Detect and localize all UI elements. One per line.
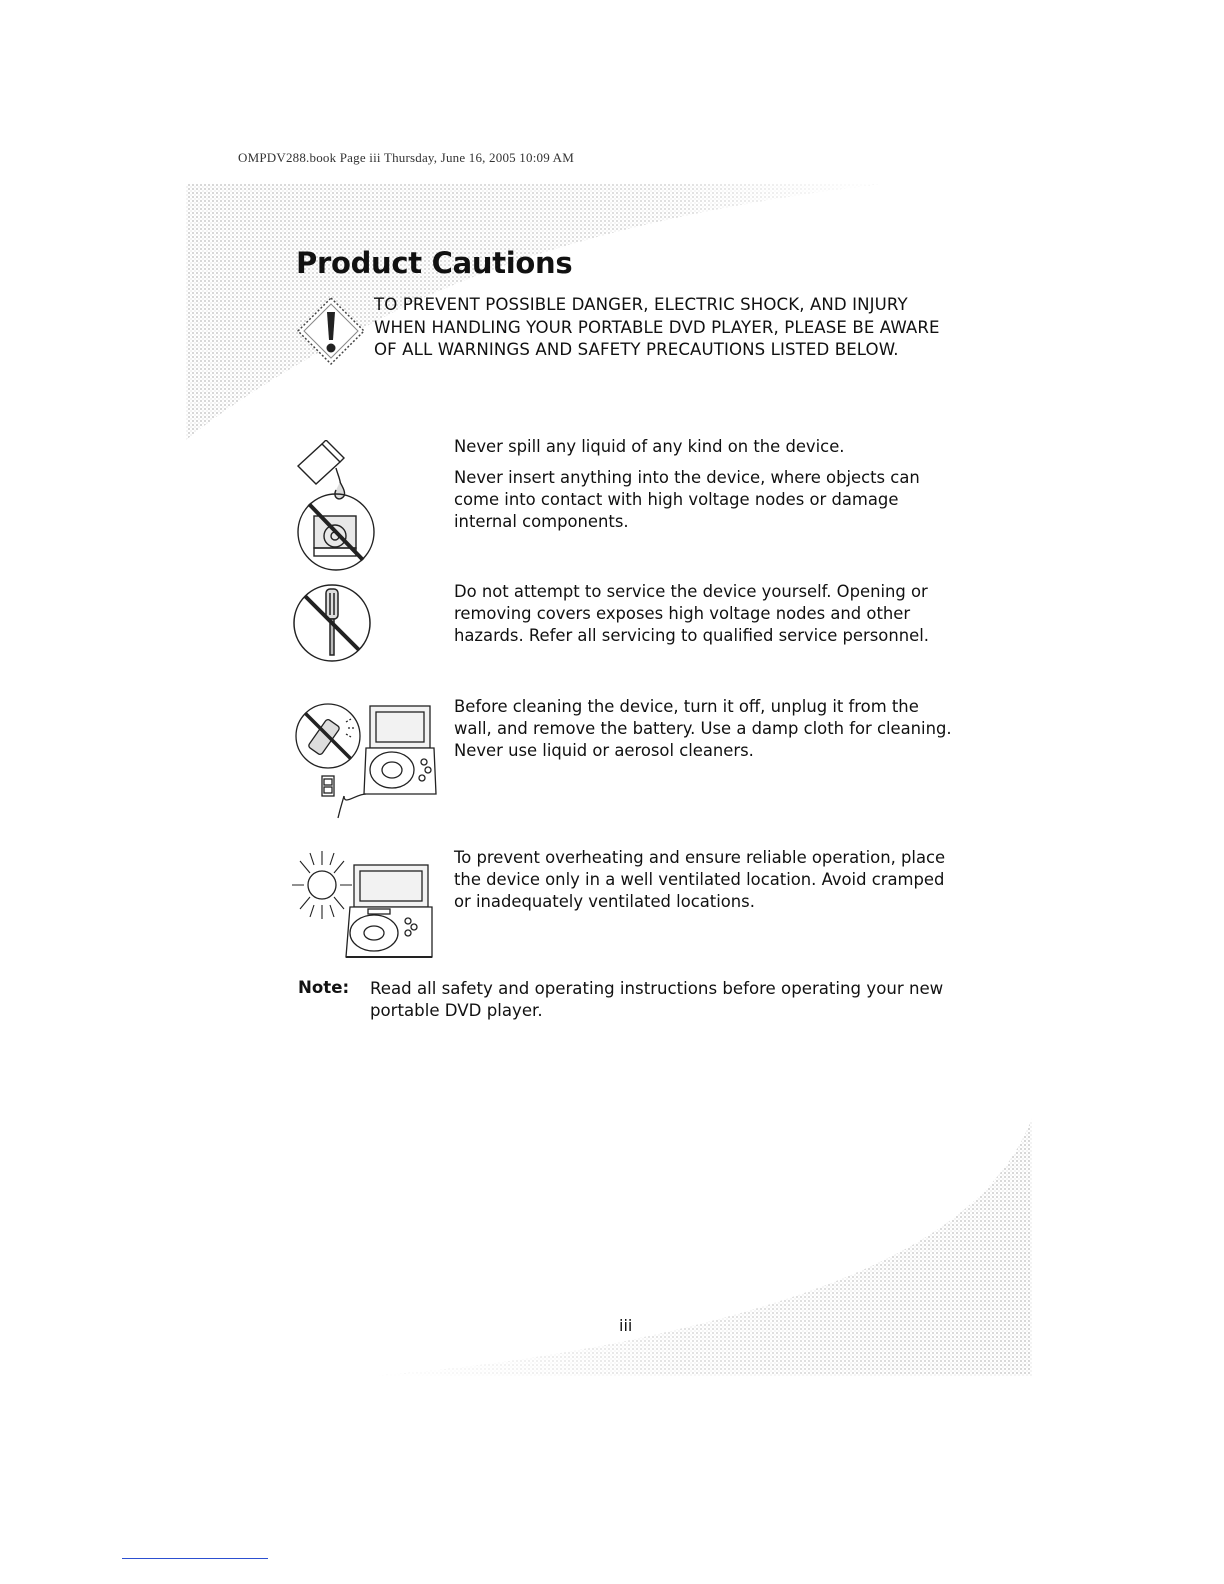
- note-label: Note:: [298, 978, 350, 997]
- intro-line: OF ALL WARNINGS AND SAFETY PRECAUTIONS LISTED BELOW.: [374, 340, 899, 359]
- file-info-header: OMPDV288.book Page iii Thursday, June 16, 2005 10:09 AM: [238, 150, 574, 165]
- caution-paragraph: To prevent overheating and ensure reliable operation, place the device only in a well ventilated location. Avoid cramped or inadequately ventilated locations.: [454, 848, 946, 911]
- caution-paragraph: Never insert anything into the device, where objects can come into contact with high voltage nodes or damage internal components.: [454, 468, 920, 531]
- page-title: Product Cautions: [296, 246, 573, 280]
- footer-rule: [122, 1558, 268, 1559]
- page-number: iii: [619, 1316, 633, 1335]
- caution-paragraph: Do not attempt to service the device yourself. Opening or removing covers exposes high voltage nodes and other hazards. Refer all servicing to qualified service personnel.: [454, 582, 929, 645]
- note-text: Read all safety and operating instructions before operating your new portable DVD player.: [370, 979, 944, 1020]
- intro-line: TO PREVENT POSSIBLE DANGER, ELECTRIC SHOCK, AND INJURY: [374, 295, 908, 314]
- intro-line: WHEN HANDLING YOUR PORTABLE DVD PLAYER, PLEASE BE AWARE: [374, 317, 940, 337]
- intro-warning: [374, 294, 974, 362]
- no-screwdriver-icon: [290, 581, 374, 665]
- warning-exclamation-icon: [296, 296, 366, 366]
- no-liquid-icon: [292, 440, 388, 580]
- no-aerosol-unplug-icon: [286, 698, 446, 822]
- sun-heat-icon: [292, 847, 442, 961]
- caution-paragraph: Never spill any liquid of any kind on the device.: [454, 437, 845, 456]
- caution-paragraph: Before cleaning the device, turn it off, unplug it from the wall, and remove the battery. Use a damp cloth for cleaning. Never use liquid or aerosol cleaners.: [454, 697, 952, 760]
